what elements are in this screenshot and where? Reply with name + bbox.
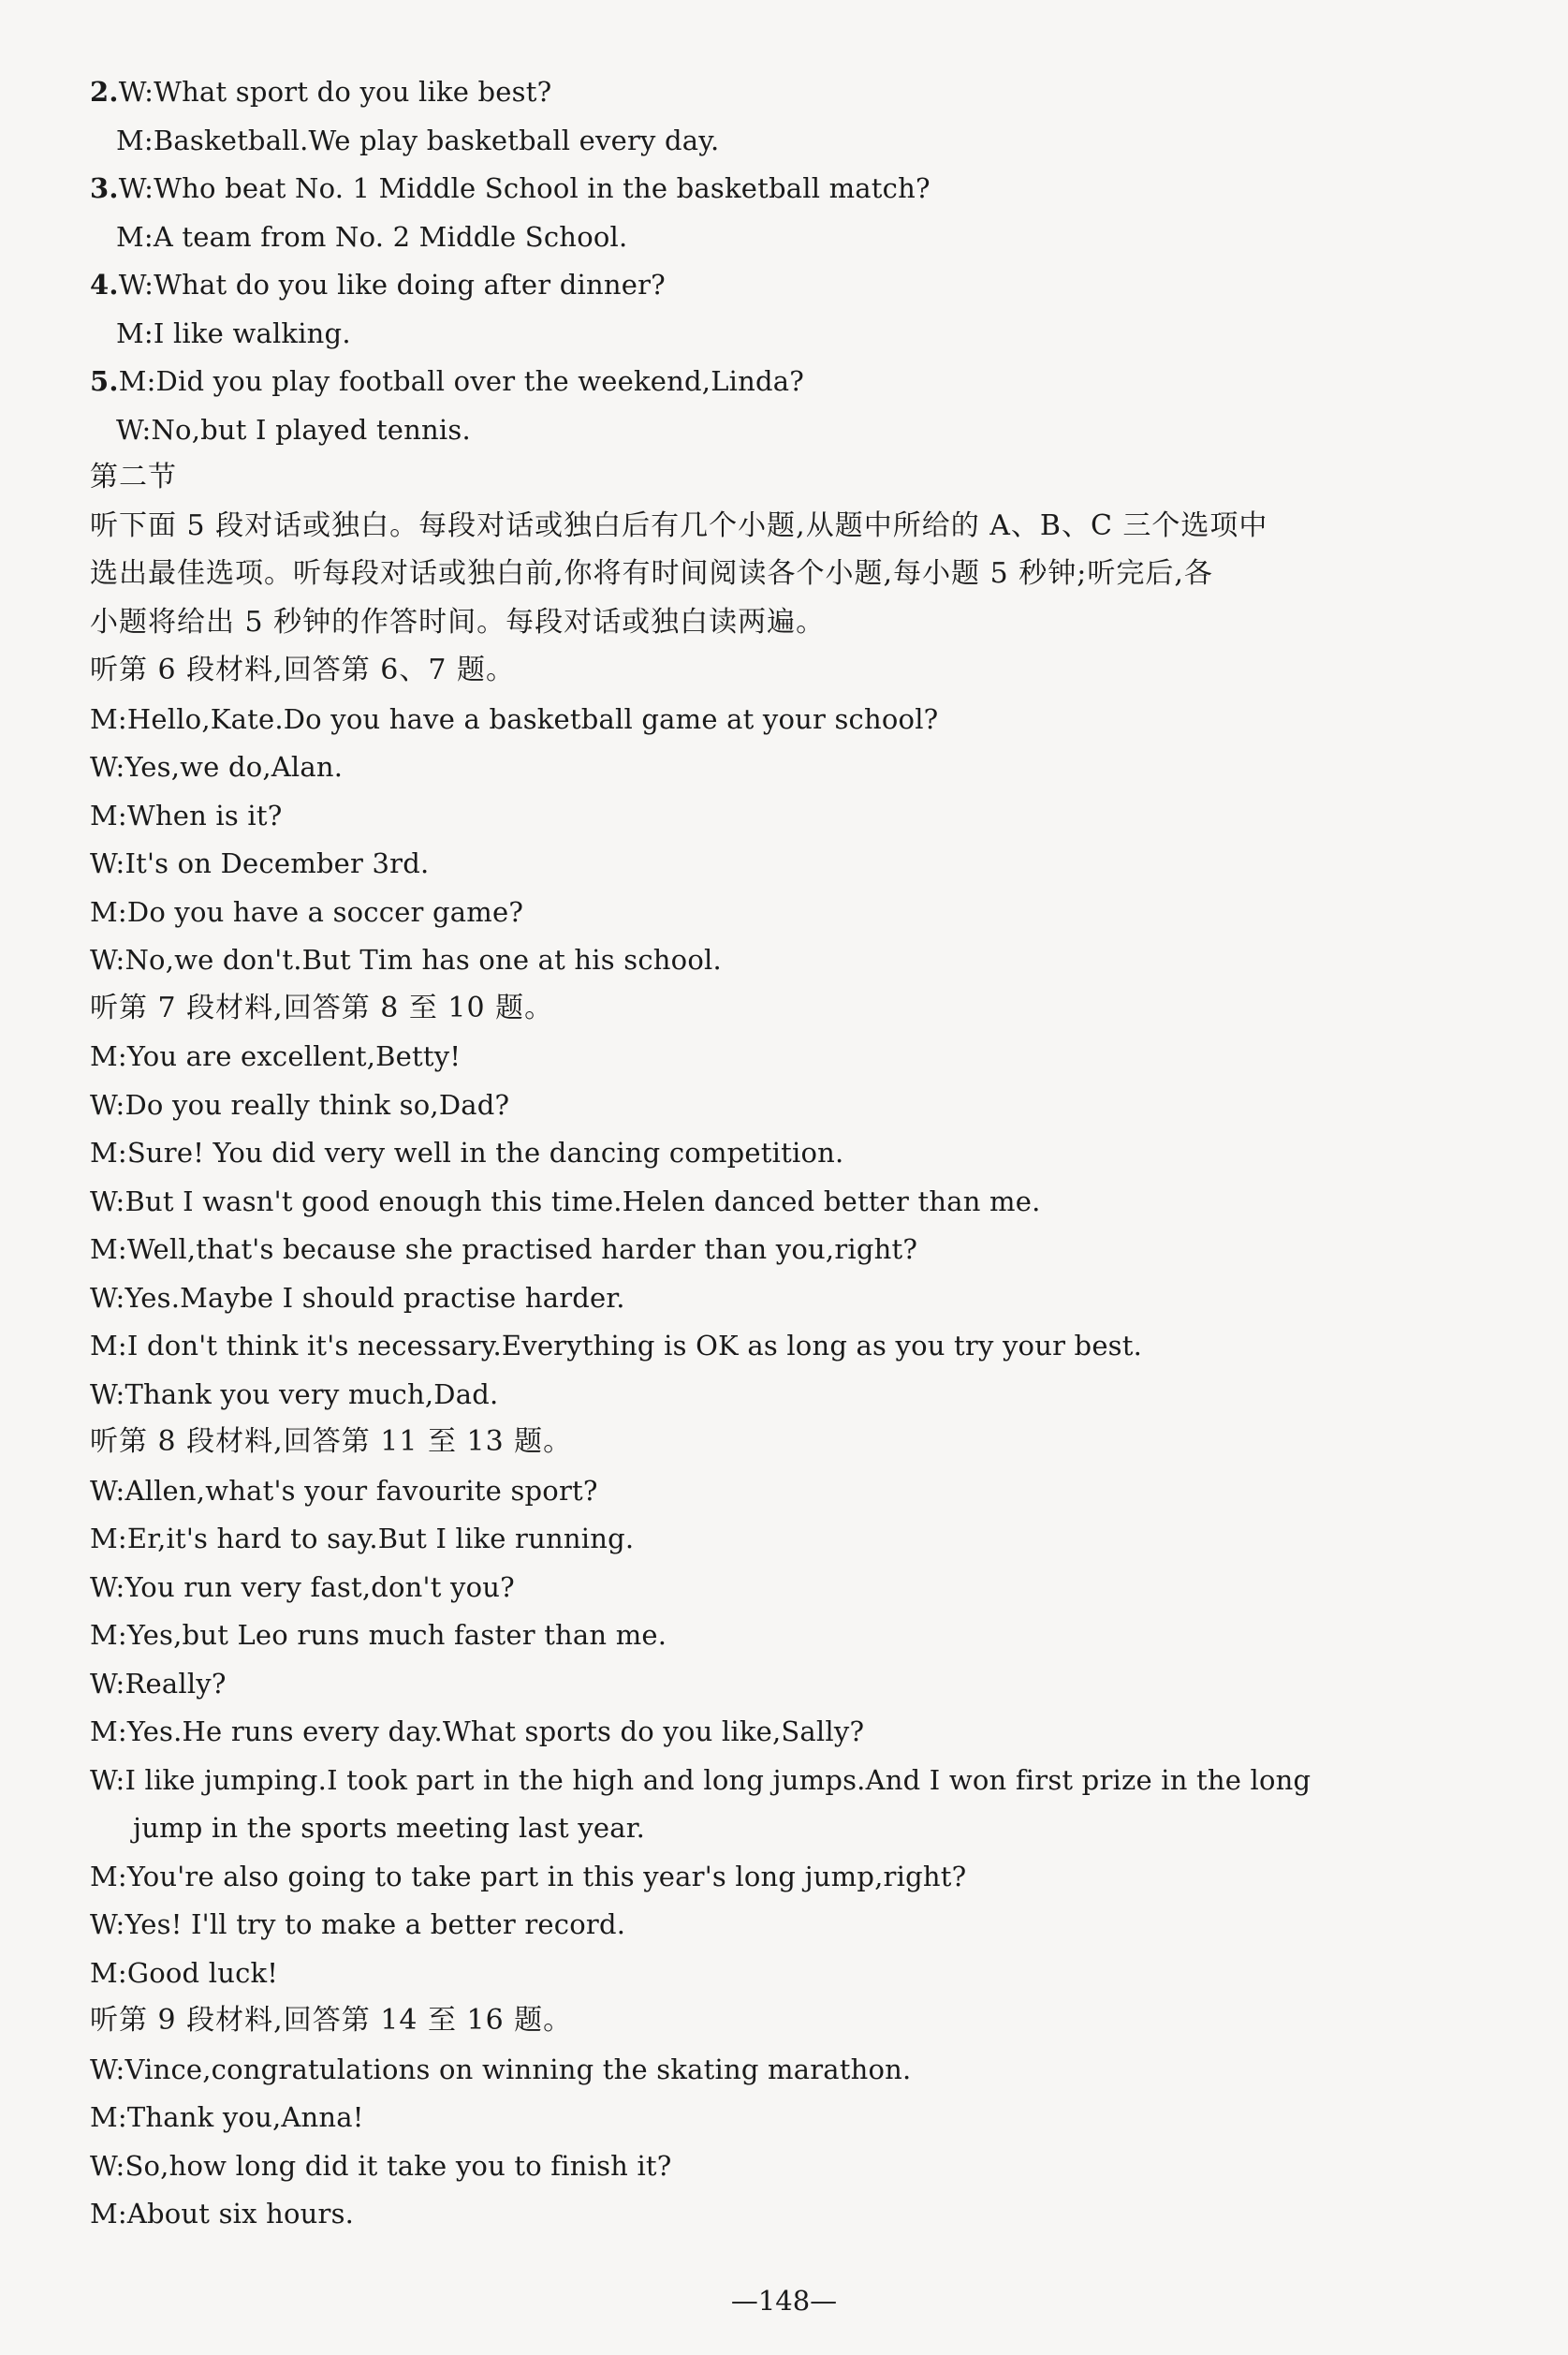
question-number: 3. [90, 172, 119, 204]
text-line: W:Yes! I'll try to make a better record. [90, 1908, 626, 1940]
text-line: M:Yes.He runs every day.What sports do you like,Sally? [90, 1715, 865, 1747]
text-line: W:You run very fast,don't you? [90, 1571, 515, 1603]
text-line: M:I like walking. [116, 317, 351, 349]
line-text: W:What sport do you like best? [118, 76, 552, 108]
text-line: W:Vince,congratulations on winning the skating marathon. [90, 2053, 912, 2085]
text-line: W:Allen,what's your favourite sport? [90, 1475, 598, 1507]
text-line: W:Really? [90, 1668, 227, 1700]
text-line: M:A team from No. 2 Middle School. [116, 221, 628, 253]
text-line: M:Er,it's hard to say.But I like running. [90, 1523, 635, 1554]
question-number: 4. [90, 269, 119, 301]
instruction-text: 听下面 5 段对话或独白。每段对话或独白后有几个小题,从题中所给的 A、B、C 三个选项中 [90, 509, 1268, 542]
text-line: W:Yes,we do,Alan. [90, 751, 344, 783]
text-line: M:When is it? [90, 800, 283, 832]
text-line: W:No,but I played tennis. [116, 414, 471, 446]
text-line: M:Well,that's because she practised harder than you,right? [90, 1233, 918, 1265]
page-number: —148— [730, 2285, 838, 2317]
line-text: W:Who beat No. 1 Middle School in the basketball match? [118, 172, 931, 204]
text-line: M:Basketball.We play basketball every day. [116, 125, 720, 156]
instruction-text: 选出最佳选项。听每段对话或独白前,你将有时间阅读各个小题,每小题 5 秒钟;听完后,各 [90, 557, 1213, 590]
line-text: M:Did you play football over the weekend,Linda? [118, 365, 805, 397]
text-line: W:Do you really think so,Dad? [90, 1089, 510, 1121]
text-line [90, 362, 804, 400]
text-line: W:Thank you very much,Dad. [90, 1378, 499, 1410]
material-heading: 听第 6 段材料,回答第 6、7 题。 [90, 654, 515, 686]
text-line: M:Good luck! [90, 1957, 279, 1989]
material-heading: 听第 8 段材料,回答第 11 至 13 题。 [90, 1425, 573, 1458]
text-line: M:You're also going to take part in this year's long jump,right? [90, 1861, 967, 1892]
text-line: M:About six hours. [90, 2198, 355, 2230]
text-line: W:No,we don't.But Tim has one at his school. [90, 944, 722, 976]
section-heading: 第二节 [90, 461, 177, 493]
text-line: jump in the sports meeting last year. [133, 1812, 646, 1844]
material-heading: 听第 7 段材料,回答第 8 至 10 题。 [90, 992, 554, 1024]
instruction-text: 小题将给出 5 秒钟的作答时间。每段对话或独白读两遍。 [90, 606, 826, 639]
text-line: M:Hello,Kate.Do you have a basketball game at your school? [90, 703, 939, 735]
text-line [90, 266, 666, 303]
material-heading: 听第 9 段材料,回答第 14 至 16 题。 [90, 2004, 573, 2037]
text-line: M:Sure! You did very well in the dancing competition. [90, 1137, 844, 1169]
text-line: W:So,how long did it take you to finish it? [90, 2150, 672, 2182]
text-line: M:Yes,but Leo runs much faster than me. [90, 1619, 667, 1651]
question-number: 5. [90, 365, 119, 397]
text-line: M:You are excellent,Betty! [90, 1040, 462, 1072]
question-number: 2. [90, 76, 119, 108]
text-line: M:I don't think it's necessary.Everything is OK as long as you try your best. [90, 1330, 1143, 1361]
text-line [90, 73, 551, 110]
text-line [90, 169, 931, 207]
line-text: W:What do you like doing after dinner? [118, 269, 666, 301]
text-line: W:I like jumping.I took part in the high and long jumps.And I won first prize in the long [90, 1764, 1312, 1796]
text-line: M:Thank you,Anna! [90, 2101, 364, 2133]
text-line: W:Yes.Maybe I should practise harder. [90, 1282, 625, 1314]
text-line: M:Do you have a soccer game? [90, 896, 524, 928]
text-line: W:But I wasn't good enough this time.Helen danced better than me. [90, 1185, 1041, 1217]
text-line: W:It's on December 3rd. [90, 847, 430, 879]
